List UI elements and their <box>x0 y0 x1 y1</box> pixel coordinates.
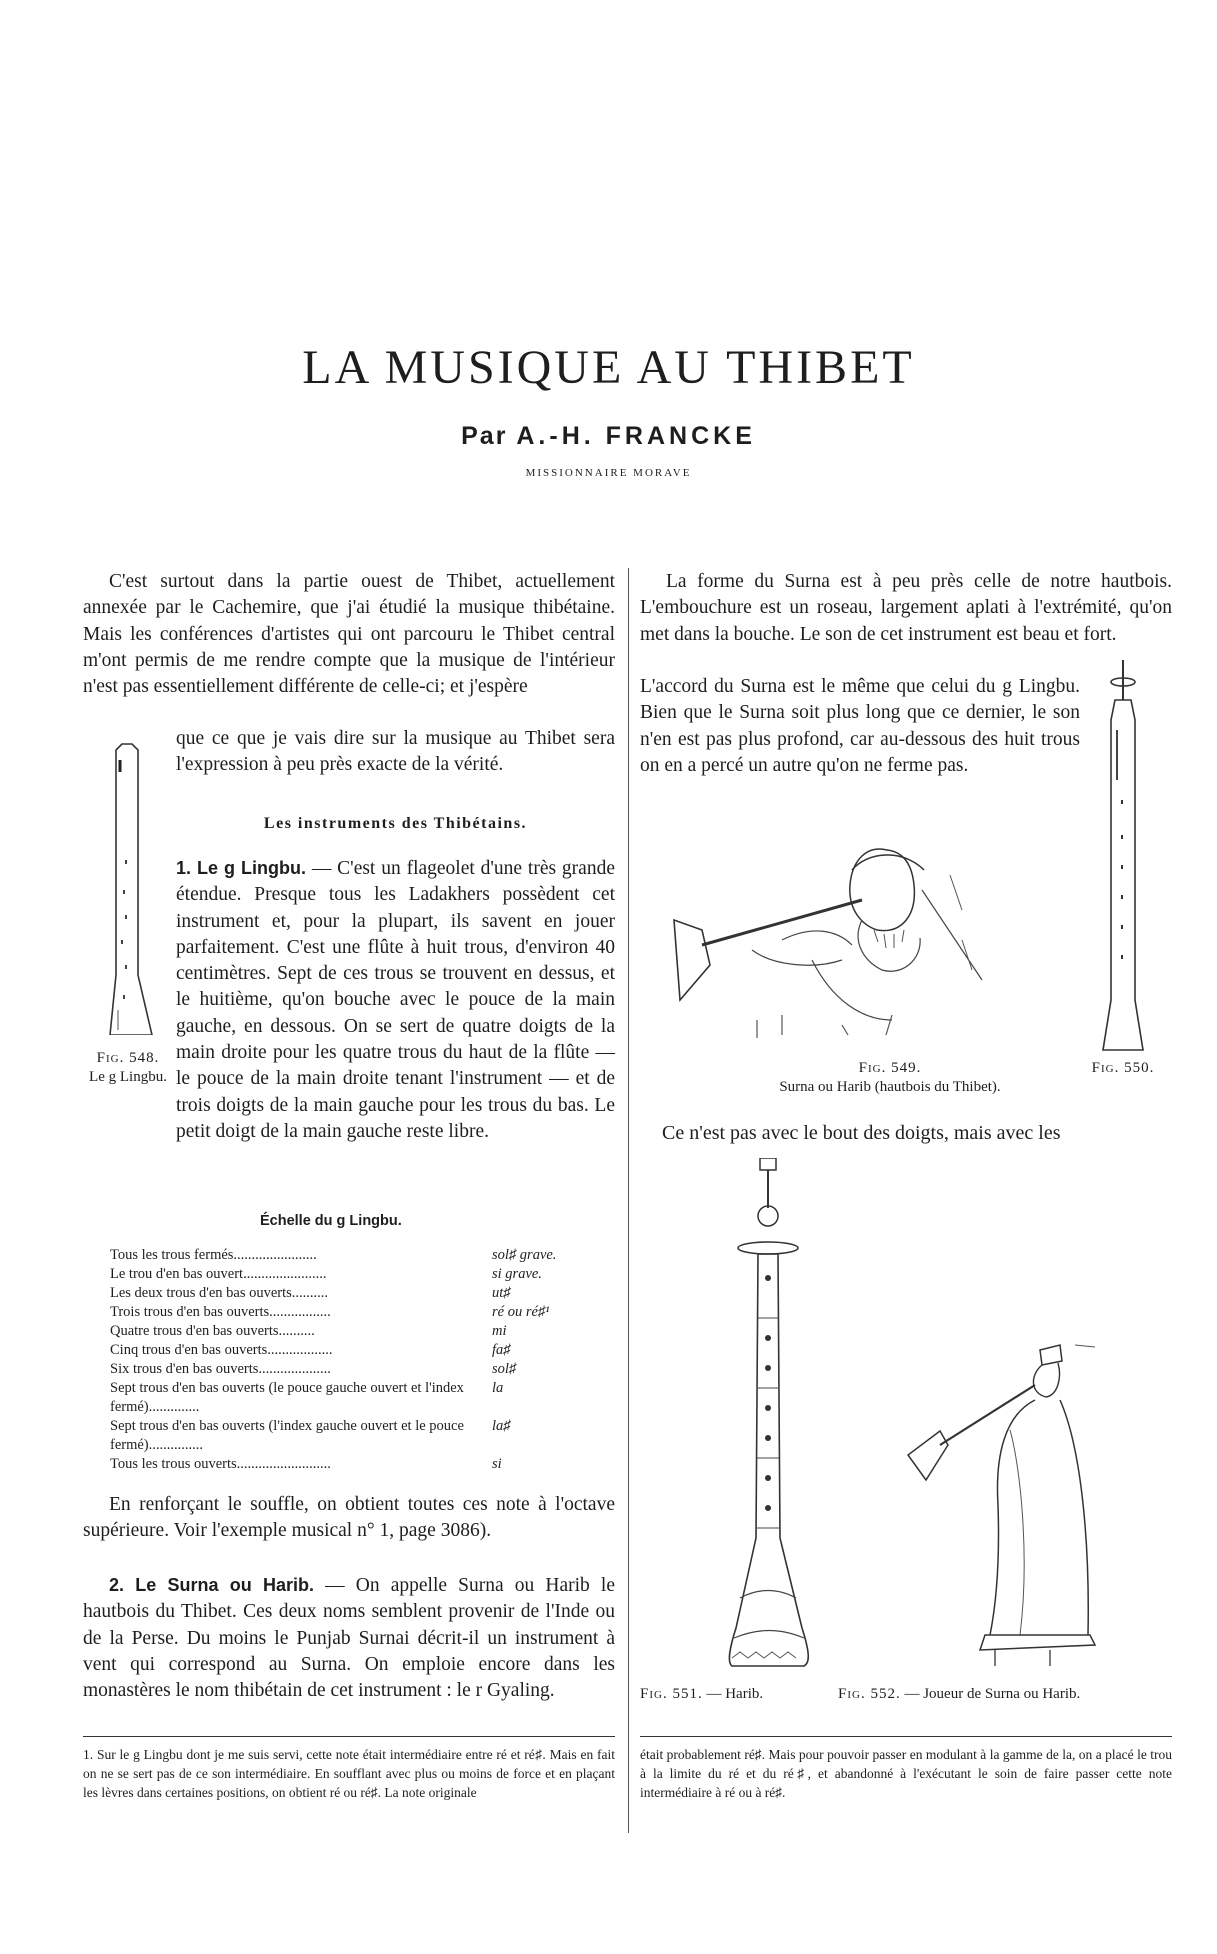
lingbu-heading: 1. Le g Lingbu. <box>176 858 306 878</box>
after-scale-paragraph: En renforçant le souffle, on obtient toutes ces note à l'octave supérieure. Voir l'exemple musical n° 1, page 3086). <box>83 1494 615 1542</box>
scale-row-label: Tous les trous fermés....................... <box>110 1247 317 1263</box>
figure-548-title: Le g Lingbu. <box>89 1069 167 1085</box>
right-bottom-text: Ce n'est pas avec le bout des doigts, mais avec les <box>662 1122 1061 1144</box>
scale-row-note: sol♯ <box>492 1361 517 1377</box>
scale-row <box>110 1417 600 1455</box>
scale-row-note: ré ou ré♯¹ <box>492 1304 550 1320</box>
figure-549-title: Surna ou Harib (hautbois du Thibet). <box>779 1079 1001 1095</box>
figure-548-number: Fig. 548. <box>96 1050 160 1066</box>
figure-551-harib-drawing <box>718 1158 838 1678</box>
scale-table <box>110 1246 600 1474</box>
scale-row-label: Cinq trous d'en bas ouverts.................. <box>110 1342 333 1358</box>
scale-row <box>110 1284 600 1303</box>
scale-row <box>110 1246 600 1265</box>
scale-row-note: la <box>492 1380 504 1396</box>
footnote-right: était probablement ré♯. Mais pour pouvoir passer en modulant à la gamme de la, on a placé le trou à la limite du ré et du ré♯, et abandonné à l'exécutant le soin de faire passer cette note intermédiaire à ré ou à ré♯. <box>640 1747 1172 1800</box>
figure-548-caption <box>82 1049 174 1087</box>
author-line <box>0 422 1217 451</box>
scale-row <box>110 1265 600 1284</box>
footnote-left: 1. Sur le g Lingbu dont je me suis servi, cette note était intermédiaire entre ré et ré♯. Mais en fait on ne se sert pas de ce son intermédiaire. En soufflant avec plus ou moins de force et en plaçant les lèvres dans certaines positions, on obtient ré ou ré♯. La note originale <box>83 1747 615 1800</box>
figure-552-player-drawing <box>900 1305 1100 1675</box>
surna-description: La forme du Surna est à peu près celle de notre hautbois. L'embouchure est un roseau, largement aplati à l'extrémité, qu'on met dans la bouche. Le son de cet instrument est beau et fort. <box>640 571 1172 645</box>
figure-552-number: Fig. 552. <box>838 1686 901 1702</box>
surna-text: — On appelle Surna ou Harib le hautbois du Thibet. Ces deux noms semblent provenir de l'Inde ou de la Perse. Du moins le Punjab Surnai décrit-il un instrument à vent qui correspond au Surna. On emploie encore dans les monastères le nom thibétain de cet instrument : le r Gyaling. <box>83 1575 615 1702</box>
scale-row <box>110 1303 600 1322</box>
scale-row <box>110 1379 600 1417</box>
scale-row-label: Sept trous d'en bas ouverts (l'index gauche ouvert et le pouce fermé)............... <box>110 1418 464 1453</box>
surna-paragraph <box>83 1572 615 1704</box>
footnote-rule-left <box>83 1736 615 1737</box>
surna-description-continued: L'accord du Surna est le même que celui du g Lingbu. Bien que le Surna soit plus long que ce dernier, le son n'en est pas plus profond, car au-dessous des huit trous on en a percé un autre qu'on ne ferme pas. <box>640 676 1080 776</box>
scale-row-label: Tous les trous ouverts.......................... <box>110 1456 331 1472</box>
section-title: Les instruments des Thibétains. <box>263 815 528 832</box>
scale-row-label: Le trou d'en bas ouvert....................... <box>110 1266 327 1282</box>
scale-row <box>110 1455 600 1474</box>
column-divider <box>628 568 629 1833</box>
scale-row <box>110 1341 600 1360</box>
intro-continued: que ce que je vais dire sur la musique au Thibet sera l'expression à peu près exacte de la vérité. <box>176 728 615 776</box>
page-title: LA MUSIQUE AU THIBET <box>302 341 915 394</box>
scale-row-note: si grave. <box>492 1266 542 1282</box>
figure-548-lingbu-drawing <box>106 740 156 1035</box>
surna-heading: 2. Le Surna ou Harib. <box>109 1575 315 1595</box>
author-name: A.-H. FRANCKE <box>516 422 756 450</box>
scale-row-note: si <box>492 1456 502 1472</box>
figure-551-title: — Harib. <box>706 1686 764 1702</box>
lingbu-paragraph <box>176 855 615 1145</box>
lingbu-text: — C'est un flageolet d'une très grande étendue. Presque tous les Ladakhers possèdent cet instrument et, pour la plupart, ils savent en jouer parfaitement. C'est une flûte à huit trous, d'environ 40 centimètres. Sept de ces trous se trouvent en dessus, et le huitième, qu'on bouche avec le pouce de la main gauche, en dessous. On se sert de quatre doigts de la main droite pour les quatre trous du haut de la flûte — le pouce de la main droite tenant l'instrument — et de trois doigts de la main gauche pour les trous du bas. Le petit doigt de la main gauche reste libre. <box>176 858 615 1142</box>
scale-row-label: Trois trous d'en bas ouverts................. <box>110 1304 331 1320</box>
footnote-rule-right <box>640 1736 1172 1737</box>
scale-title: Échelle du g Lingbu. <box>260 1213 402 1229</box>
figure-550-number: Fig. 550. <box>1091 1060 1155 1076</box>
figure-552-title: — Joueur de Surna ou Harib. <box>904 1686 1081 1702</box>
figure-552-caption <box>838 1685 1178 1704</box>
author-prefix: Par <box>461 422 508 450</box>
scale-row-label: Les deux trous d'en bas ouverts.......... <box>110 1285 329 1301</box>
scale-row-label: Sept trous d'en bas ouverts (le pouce gauche ouvert et l'index fermé).............. <box>110 1380 464 1415</box>
author-role: MISSIONNAIRE MORAVE <box>525 467 692 479</box>
scale-row-note: fa♯ <box>492 1342 511 1358</box>
figure-549-number: Fig. 549. <box>858 1060 922 1076</box>
scale-row-note: la♯ <box>492 1418 511 1434</box>
scale-row <box>110 1322 600 1341</box>
scale-row <box>110 1360 600 1379</box>
figure-551-number: Fig. 551. <box>640 1686 703 1702</box>
figure-549-caption <box>740 1059 1040 1097</box>
scale-row-label: Six trous d'en bas ouverts.................... <box>110 1361 331 1377</box>
figure-551-caption <box>640 1685 810 1704</box>
scale-row-note: mi <box>492 1323 507 1339</box>
scale-row-note: ut♯ <box>492 1285 511 1301</box>
scale-row-note: sol♯ grave. <box>492 1247 557 1263</box>
scale-row-label: Quatre trous d'en bas ouverts.......... <box>110 1323 315 1339</box>
figure-549-player-drawing <box>662 830 1002 1055</box>
figure-550-surna-drawing <box>1095 660 1155 1055</box>
intro-paragraph: C'est surtout dans la partie ouest de Thibet, actuellement annexée par le Cachemire, que j'ai étudié la musique thibétaine. Mais les conférences d'artistes qui ont parcouru le Thibet central m'ont permis de me rendre compte que la musique de l'intérieur n'est pas essentiellement différente de celle-ci; et j'espère <box>83 571 615 698</box>
